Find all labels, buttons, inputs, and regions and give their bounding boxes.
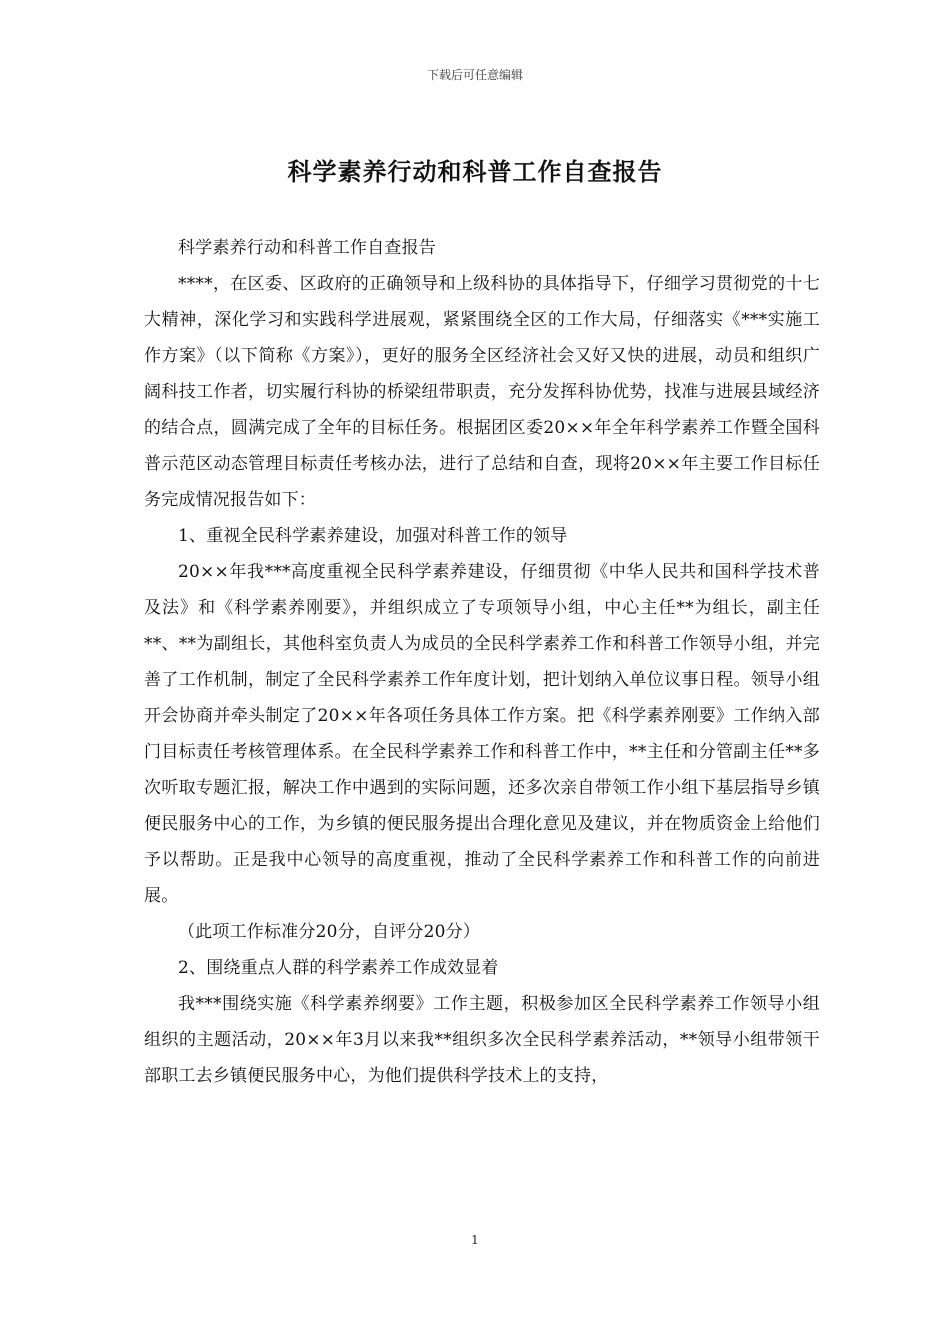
intro-paragraph: ****，在区委、区政府的正确领导和上级科协的具体指导下，仔细学习贯彻党的十七大精神，深化学习和实践科学进展观，紧紧围绕全区的工作大局，仔细落实《***实施工作方案》（以下简称《方案》），更好的服务全区经济社会又好又快的进展，动员和组织广阔科技工作者，切实履行科协的桥梁纽带职责，充分发挥科协优势，找准与进展县域经济的结合点，圆满完成了全年的目标任务。根据团区委20××年全年科学素养工作暨全国科普示范区动态管理目标责任考核办法，进行了总结和自查，现将20××年主要工作目标任务完成情况报告如下：	[144, 274, 820, 510]
section-heading-1: 1、重视全民科学素养建设，加强对科普工作的领导	[178, 526, 568, 546]
document-title: 科学素养行动和科普工作自查报告	[287, 157, 663, 186]
page-number: 1	[471, 1233, 479, 1247]
subtitle-paragraph: 科学素养行动和科普工作自查报告	[178, 238, 436, 258]
section-2-paragraph: 我***围绕实施《科学素养纲要》工作主题，积极参加区全民科学素养工作领导小组组织的主题活动，20××年3月以来我**组织多次全民科学素养活动，**领导小组带领干部职工去乡镇便民服务中心，为他们提供科学技术上的支持，	[144, 994, 820, 1086]
section-1-paragraph: 20××年我***高度重视全民科学素养建设，仔细贯彻《中华人民共和国科学技术普及法》和《科学素养刚要》，并组织成立了专项领导小组，中心主任**为组长，副主任**、**为副组长，其他科室负责人为成员的全民科学素养工作和科普工作领导小组，并完善了工作机制，制定了全民科学素养工作年度计划，把计划纳入单位议事日程。领导小组开会协商并牵头制定了20××年各项任务具体工作方案。把《科学素养刚要》工作纳入部门目标责任考核管理体系。在全民科学素养工作和科普工作中，**主任和分管副主任**多次听取专题汇报，解决工作中遇到的实际问题，还多次亲自带领工作小组下基层指导乡镇便民服务中心的工作，为乡镇的便民服务提出合理化意见及建议，并在物质资金上给他们予以帮助。正是我中心领导的高度重视，推动了全民科学素养工作和科普工作的向前进展。	[144, 562, 820, 906]
section-heading-2: 2、围绕重点人群的科学素养工作成效显着	[178, 958, 499, 978]
header-note: 下载后可任意编辑	[426, 68, 523, 82]
document-body	[144, 230, 820, 1094]
section-1-score-note: （此项工作标准分20分，自评分20分）	[178, 922, 481, 942]
